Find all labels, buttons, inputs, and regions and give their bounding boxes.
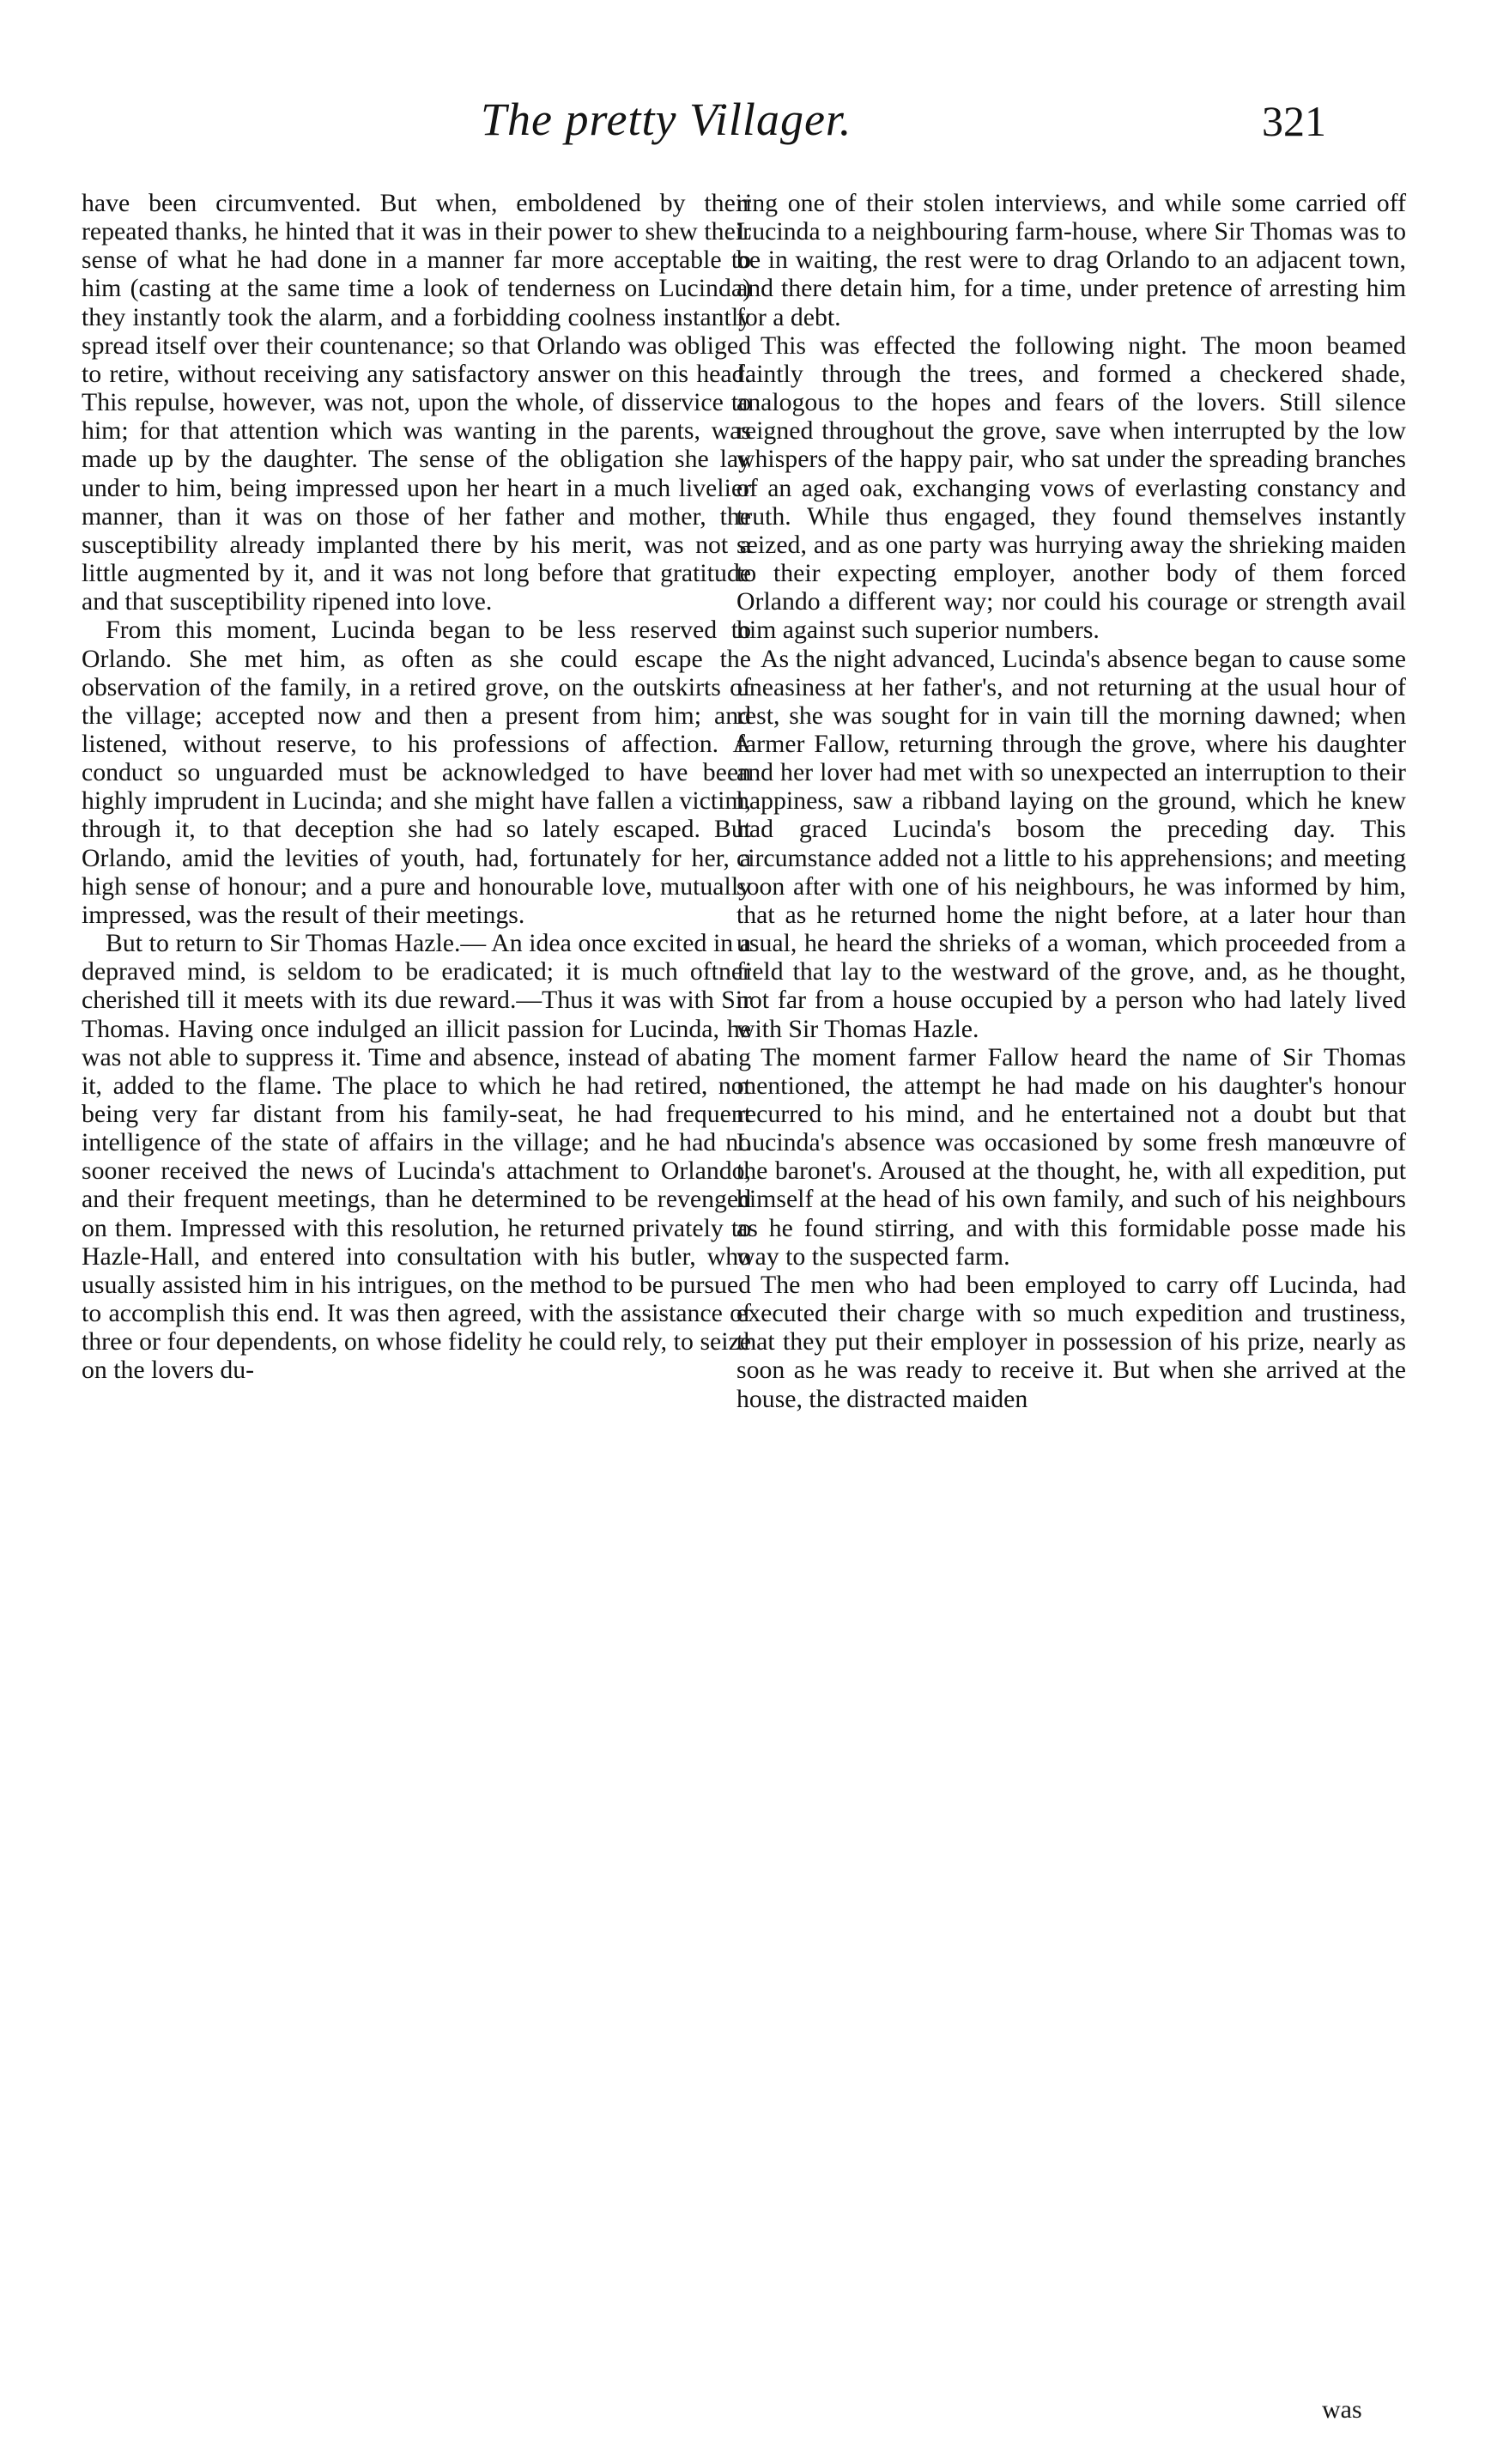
paragraph: This was effected the following night. The moon beamed faintly through the trees, and formed a checkered shade, analogous to the hopes and fears of the lovers. Still silence reigned throughout the grove, save when interrupted by the low whispers of the happy pair, who sat under the spreading branches of an aged oak, exchanging vows of everlasting constancy and truth. While thus engaged, they found themselves instantly seized, and as one party was hurrying away the shrieking maiden to their expecting employer, another body of them forced Orlando a different way; nor could his courage or strength avail him against such superior numbers. bbox=[736, 331, 1406, 645]
paragraph: ring one of their stolen interviews, and while some carried off Lucinda to a neighbouring farm-house, where Sir Thomas was to be in waiting, the rest were to drag Orlando to an adjacent town, and there detain him, for a time, under pretence of arresting him for a debt. bbox=[736, 189, 1406, 331]
paragraph: The men who had been employed to carry off Lucinda, had executed their charge with so much expedition and trustiness, that they put their employer in possession of his prize, nearly as soon as he was ready to receive it. But when she arrived at the house, the distracted maiden bbox=[736, 1270, 1406, 1413]
paragraph: The moment farmer Fallow heard the name of Sir Thomas mentioned, the attempt he had made on his daughter's honour recurred to his mind, and he entertained not a doubt but that Lucinda's absence was occasioned by some fresh manœuvre of the baronet's. Aroused at the thought, he, with all expedition, put himself at the head of his own family, and such of his neighbours as he found stirring, and with this formidable posse made his way to the suspected farm. bbox=[736, 1042, 1406, 1271]
paragraph: From this moment, Lucinda began to be less reserved to Orlando. She met him, as often as she could escape the observation of the family, in a retired grove, on the outskirts of the village; accepted now and then a present from him; and listened, without reserve, to his professions of affection. A conduct so unguarded must be acknowledged to have been highly imprudent in Lucinda; and she might have fallen a victim, through it, to that deception she had so lately escaped. But Orlando, amid the levities of youth, had, fortunately for her, a high sense of honour; and a pure and honourable love, mutually impressed, was the result of their meetings. bbox=[82, 616, 751, 929]
paragraph: have been circumvented. But when, emboldened by their repeated thanks, he hinted that it was in their power to shew their sense of what he had done in a manner far more acceptable to him (casting at the same time a look of tenderness on Lucinda) they instantly took the alarm, and a forbidding coolness instantly spread itself over their countenance; so that Orlando was obliged to retire, without receiving any satisfactory answer on this head. This repulse, however, was not, upon the whole, of disservice to him; for that attention which was wanting in the parents, was made up by the daughter. The sense of the obligation she lay under to him, being impressed upon her heart in a much livelier manner, than it was on those of her father and mother, the susceptibility already implanted there by his merit, was not a little augmented by it, and it was not long before that gratitude and that susceptibility ripened into love. bbox=[82, 189, 751, 616]
right-column bbox=[736, 189, 1406, 1413]
paragraph: As the night advanced, Lucinda's absence began to cause some uneasiness at her father's, and not returning at the usual hour of rest, she was sought for in vain till the morning dawned; when farmer Fallow, returning through the grove, where his daughter and her lover had met with so unexpected an interruption to their happiness, saw a ribband laying on the ground, which he knew had graced Lucinda's bosom the preceding day. This circumstance added not a little to his apprehensions; and meeting soon after with one of his neighbours, he was informed by him, that as he returned home the night before, at a later hour than usual, he heard the shrieks of a woman, which proceeded from a field that lay to the westward of the grove, and, as he thought, not far from a house occupied by a person who had lately lived with Sir Thomas Hazle. bbox=[736, 644, 1406, 1043]
left-column bbox=[82, 189, 751, 1385]
paragraph: But to return to Sir Thomas Hazle.— An idea once excited in a depraved mind, is seldom to be eradicated; it is much oftner cherished till it meets with its due reward.—Thus it was with Sir Thomas. Having once indulged an illicit passion for Lucinda, he was not able to suppress it. Time and absence, instead of abating it, added to the flame. The place to which he had retired, not being very far distant from his family-seat, he had frequent intelligence of the state of affairs in the village; and he had no sooner received the news of Lucinda's attachment to Orlando, and their frequent meetings, than he determined to be revenged on them. Impressed with this resolution, he returned privately to Hazle-Hall, and entered into consultation with his butler, who usually assisted him in his intrigues, on the method to be pursued to accomplish this end. It was then agreed, with the assistance of three or four dependents, on whose fidelity he could rely, to seize on the lovers du- bbox=[82, 929, 751, 1385]
catchword: was bbox=[1322, 2395, 1362, 2424]
page-number: 321 bbox=[1262, 97, 1326, 145]
running-title: The pretty Villager. bbox=[481, 94, 852, 145]
